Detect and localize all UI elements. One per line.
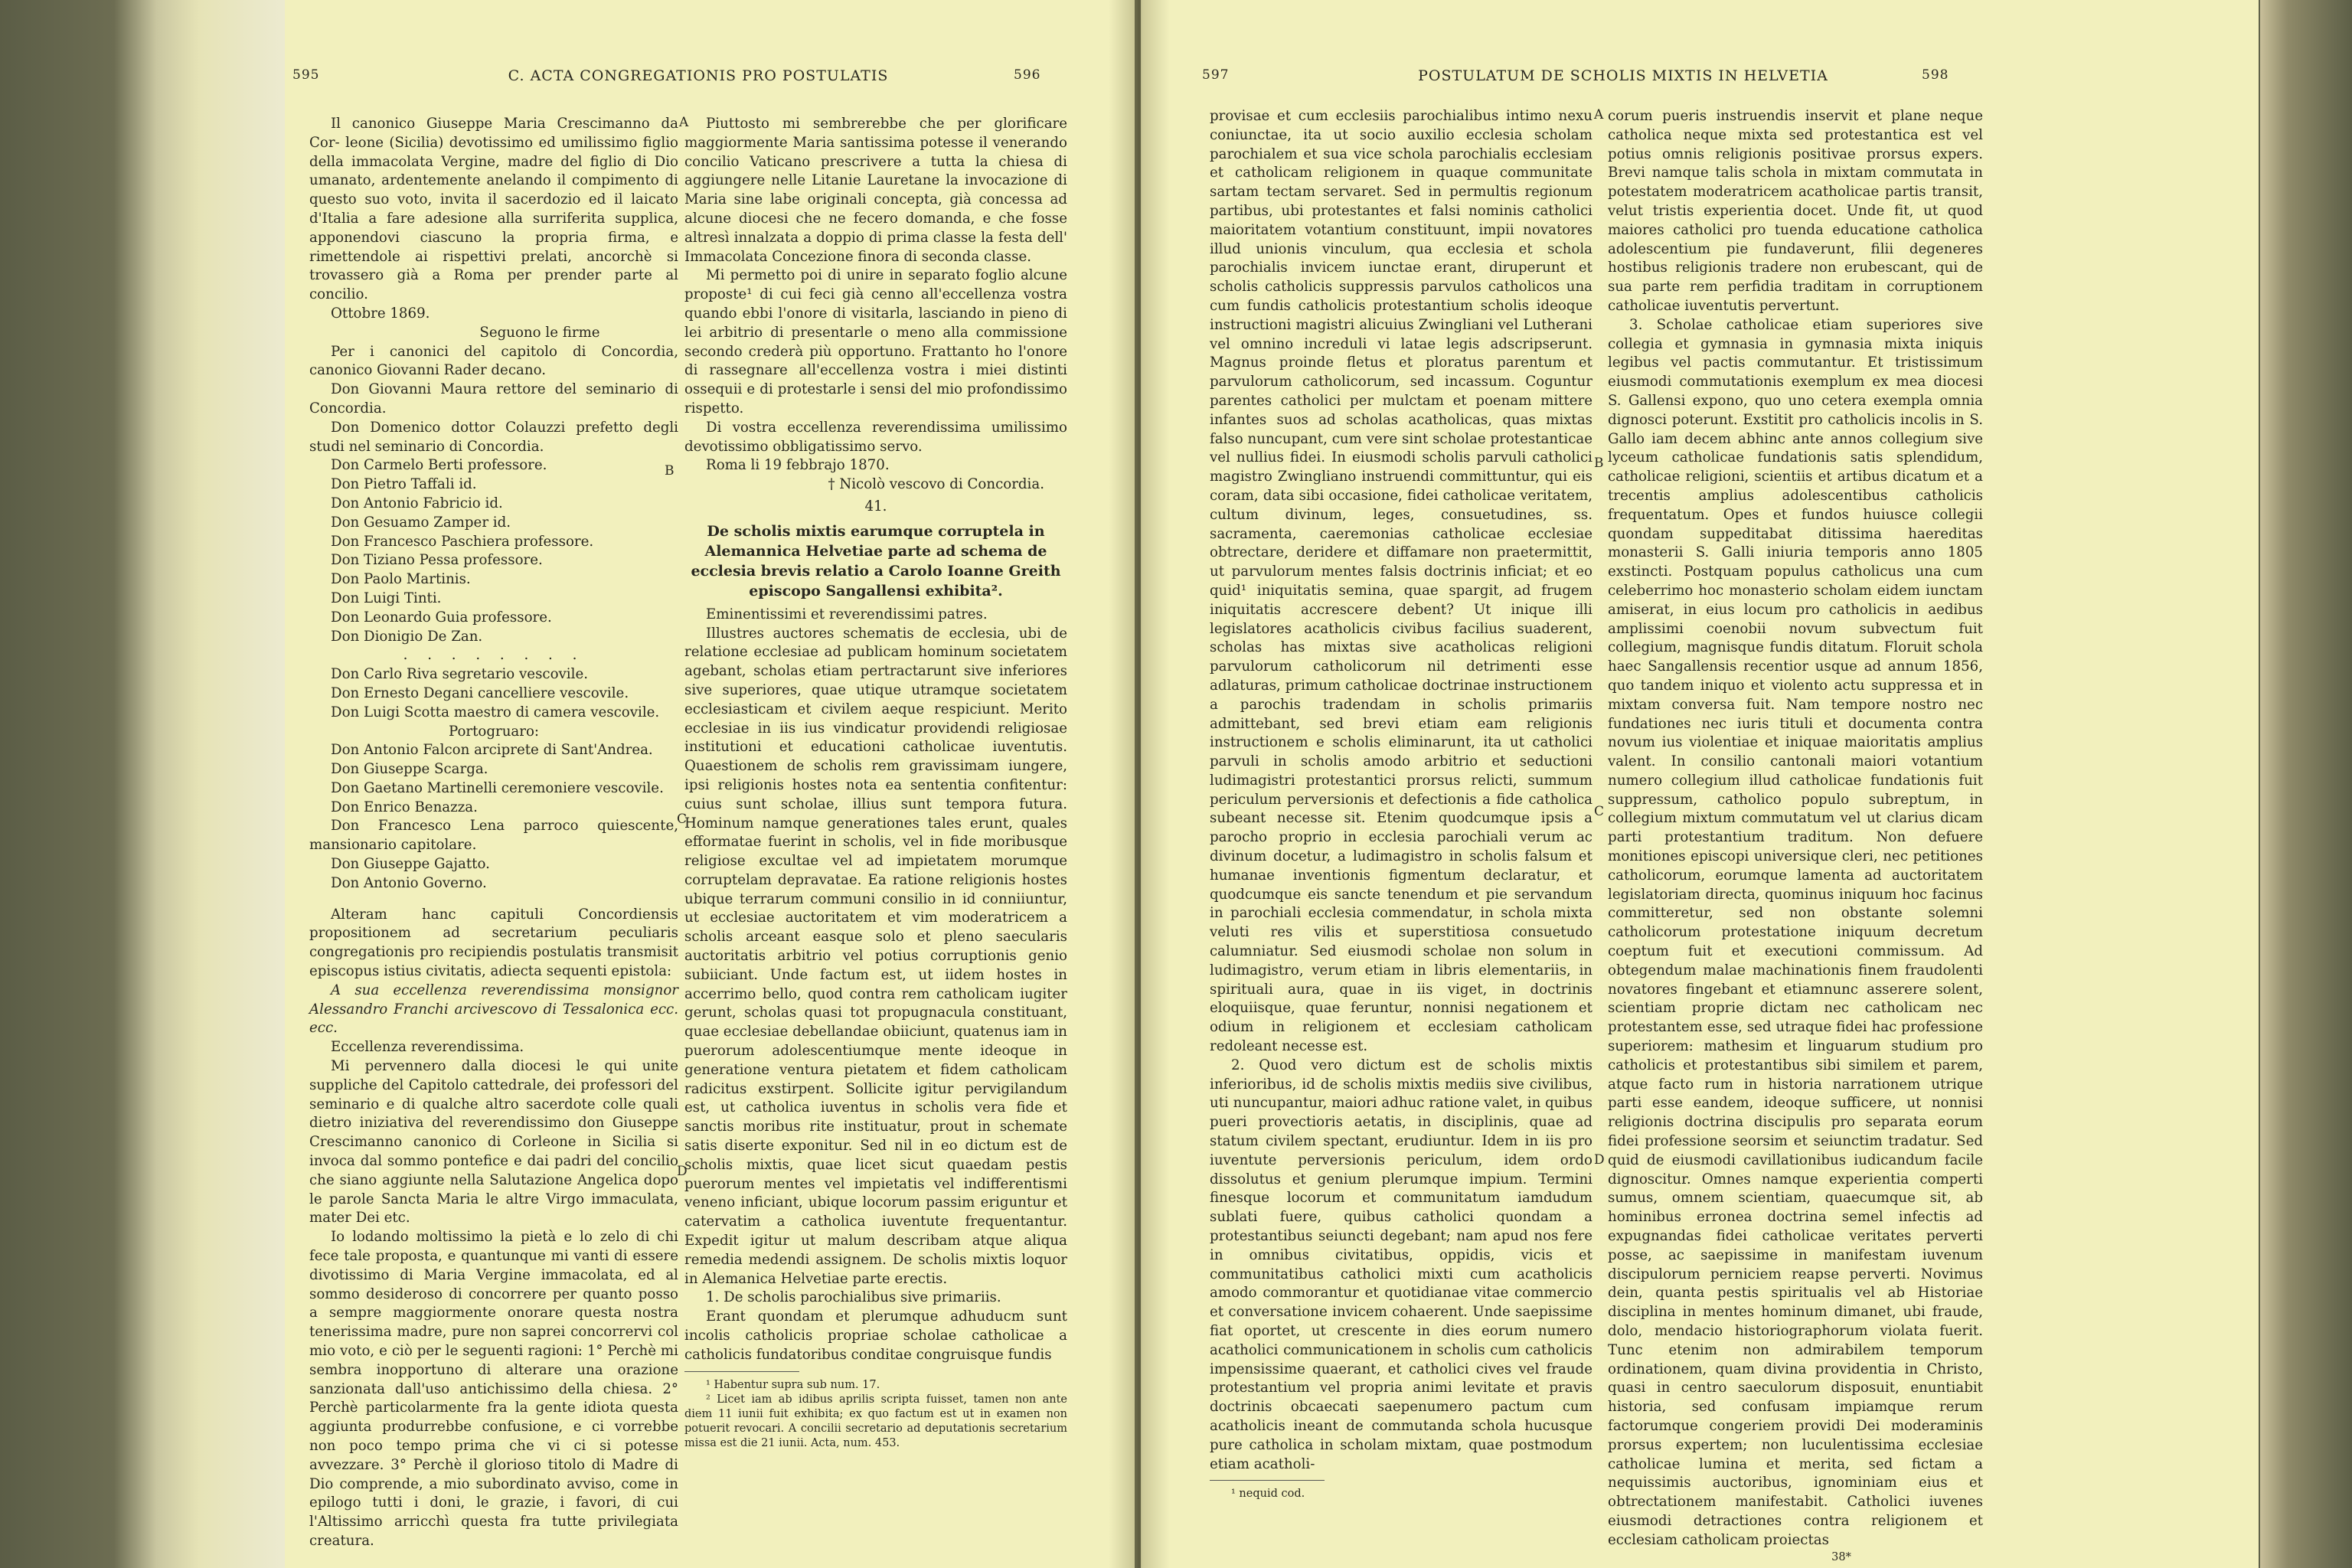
- paragraph: 3. Scholae catholicae etiam superiores sive collegia et gymnasia in gymnasia mixta iniquis legibus vel pactis commutantur. Et tristissimum eiusmodi commutationis exemplum ex mea diocesi S. Gallensi exponο, quo uno cetera exempla omnia dignosci poterunt. Exstitit pro catholicis incolis in S. Gallo iam decem abhinc ante annos collegium sive lyceum catholicae fundationis satis splendidum, catholicae religioni, scientiis et artibus dicatum et a trecentis amplius adolescentibus catholicis frequentatum. Opes et fundos huiusce collegii quondam suppeditabat ditissima haereditas monasterii S. Galli iniuria temporis anno 1805 exstincti. Postquam populus catholicus una cum celeberrimo hoc monasterio scholam eidem iunctam amiserat, in eius locum pro catholicis in aedibus amplissimi coenobii novum subvectum fuit collegium, magnisque fundis ditatum. Floruit schola haec Sangallensis recentior usque ad annum 1856, quo tandem iniquo et violento actu suppressa et in mixtam conversa fuit. Nam tempore nostro nec fundationes nec iuris tituli et documenta contra novum ius violentiae et iniquae maioritatis amplius valent. In consilio cantonali maiori votantium numero collegium illud catholicae fundationis fuit suppressum, catholico populo subreptum, in collegium mixtum commutatum vel ut clarius dicam parti protestantium traditum. Non defuere monitiones episcopi universique cleri, nec petitiones catholicorum, eorumque lamenta ad auctoritatem legislatoriam directa, quominus iniquum hoc facinus committeretur, sed non obstante solemni catholicorum protestatione iniquum decretum coeptum fuit et executioni commissum. Ad obtegendum malae machinationis finem fraudolenti novatores fingebant et etiamnunc asserere solent, scientiam proprie dictam nec catholicam nec protestantem esse, sed utraque fidei hac professione superiorem: mathesim et linguarum studium pro catholicis et protestantibus sibi similem et parem, atque facto rum in historia narrationem utrique parti esse eandem, ideoque sufficere, ut nonnisi religionis doctrina discipulis pro separata eorum fidei professione seorsim et seiunctim tradatur. Sed quid de eiusmodi cavillationibus iudicandum facile dignoscitur. Omnes namque experientia comperti sumus, omnem scientiam, quaecumque sit, ab hominibus erronea doctrina semel infectis ad expugnandas fidei catholicae veritates perverti posse, ac saepissime in manifestam iuvenum discipulorum perniciem reapse perverti. Novimus dein, quanta pestis spiritualis vel ab Historiae disciplina in mentes hominum dimanet, ubi fraude, dolo, mendacio historiographorum violata fuerit. Tunc etenim non admirabilem temporum ordinationem, quam divina providentia in Christo, quasi in centro saeculorum disposuit, enuntiabit historia, sed confusam impiamque rerum factorumque congeriem providi Dei moderaminis prorsus expertem; non luculentissima ecclesiae catholicae lumina et merita, sed fictam a nequissimis auctoribus, ignominiam eius et obtrectationem manifestabit. Catholici iuvenes eiusmodi detractiones contra religionem et ecclesiam catholicam proiectas: [1608, 316, 1983, 1548]
- signature-entry: Don Francesco Lena parroco quiescente, mansionario capitolare.: [309, 818, 678, 854]
- paragraph: Mi permetto poi di unire in separato foglio alcune proposte¹ di cui feci già cenno all'eccellenza vostra quando ebbi l'onore di visitarla, lasciando in pieno di lei arbitrio di presentarle o meno alla commissione secondo crederà più opportuno. Frattanto ho l'onore di rassegnare all'eccellenza vostra i miei distinti ossequii e di protestarle i sensi del mio profondissimo rispetto.: [684, 267, 1067, 416]
- signature-entry: Don Enrico Benazza.: [331, 799, 478, 815]
- signature-line: † Nicolò vescovo di Concordia.: [828, 476, 1044, 493]
- paragraph: Il canonico Giuseppe Maria Crescimanno da Cor- leone (Sicilia) devotissimo ed umilissimo figlio della immacolata Vergine, madre del figlio di Dio umanato, ardentemente anelando il compimento di questo suo voto, invita il sacerdozio ed il laicato d'Italia a fare adesione alla surriferita supplica, apponendovi ciascuno la propria firma, e rimettendole ai rispettivi prelati, ancorchè si trovassero già a Roma per prender parte al concilio.: [309, 116, 678, 303]
- signature-entry: Don Gesuamo Zamper id.: [331, 514, 511, 531]
- subheading: Seguono le firme: [479, 324, 600, 341]
- place-heading: Portogruaro:: [448, 723, 540, 740]
- right-col-1: [1210, 107, 1592, 1501]
- signature-entry: Don Giuseppe Gajatto.: [331, 856, 490, 873]
- signature-entry: Don Pietro Taffali id.: [331, 476, 477, 493]
- signature-entry: Don Tiziano Pessa professore.: [331, 552, 543, 569]
- margin-letter-c: C: [677, 812, 688, 827]
- signature-entry: Don Giovanni Maura rettore del seminario di Concordia.: [309, 381, 678, 416]
- signature-entry: Don Luigi Scotta maestro di camera vescovile.: [331, 704, 660, 720]
- margin-letter-a: A: [1594, 107, 1604, 122]
- signature-entry: Per i canonici del capitolo di Concordia, canonico Giovanni Rader decano.: [309, 343, 678, 379]
- footnote: ² Licet iam ab idibus aprilis scripta fuisset, tamen non ante diem 11 iunii fuit exhibita; ex quo factum est ut in examen non potuerit revocari. A concilii secretario ad deputationis secretarium missa est die 21 iunii. Acta, num. 453.: [684, 1393, 1067, 1449]
- page-number-596: 596: [1014, 67, 1041, 83]
- salutation: Eminentissimi et reverendissimi patres.: [706, 606, 988, 622]
- book-edge-left: [0, 0, 285, 1568]
- signature-entry: Don Carmelo Berti professore.: [331, 457, 547, 474]
- signature-entry: Don Antonio Falcon arciprete di Sant'Andrea.: [331, 742, 653, 759]
- right-col-2: [1608, 107, 1983, 1565]
- paragraph: Di vostra eccellenza reverendissima umilissimo devotissimo obbligatissimo servo.: [684, 419, 1067, 455]
- date-line: Roma li 19 febbrajo 1870.: [706, 457, 890, 474]
- paragraph: Erant quondam et plerumque adhuducm sunt incolis catholicis propriae scholae catholicae a catholicis fundatoribus conditae congruisque fundis: [684, 1308, 1067, 1363]
- footnote-rule: [684, 1371, 799, 1372]
- margin-letter-b: B: [665, 463, 675, 479]
- paragraph: Alteram hanc capituli Concordiensis propositionem ad secretarium peculiaris congregationis pro recipiendis postulatis transmisit episcopus istius civitatis, adiecta sequenti epistola:: [309, 906, 678, 980]
- page-number-595: 595: [292, 67, 320, 83]
- paragraph: 2. Quod vero dictum est de scholis mixtis inferioribus, id de scholis mixtis mediis sive civilibus, uti nuncupantur, maiori adhuc ratione valet, in quibus pueri provectioris aetatis, in disciplinis, quae ad statum civilem spectant, erudiuntur. Idem in iis pro iuventute perversionis periculum, idem ordo dissolutus et genium plerumque impium. Termini finesque locorum et communitatum iamdudum sublati fuere, quibus catholici quondam a protestantibus seiuncti degebant; nam apud nos fere in omnibus civitatibus, oppidis, vicis et communitatibus catholici mixti cum acatholicis amodo commorantur et quotidianae vitae commercio et conversatione invicem cohaerent. Unde saepissime fiat oportet, ut crescente in dies eorum numero acatholici communicationem in scholis cum catholicis impensissime quaerant, et catholici cives vel fraude protestantium vel propria animi levitate et pravis doctrinis obcaecati saepenumero pactum cum acatholicis ineant de commutanda schola hucusque pure catholica in scholam mixtam, quae postmodum etiam acatholi-: [1210, 1057, 1592, 1472]
- ellipsis-divider: . . . . . . . .: [403, 647, 585, 664]
- footnote-rule: [1210, 1480, 1325, 1481]
- signature-entry: Don Antonio Fabricio id.: [331, 495, 503, 511]
- paragraph: corum pueris instruendis inservit et plane neque catholica neque mixta sed protestantica est vel potius omnis religionis positivae prorsus expers. Brevi namque talis schola in mixtam commutata in potestatem moderatricem acatholicae partis transit, velut tristis experientia docet. Unde fit, ut quod maiores catholici pro tuenda educatione catholica adolescentium pie fundaverunt, filii degeneres hostibus religionis tradere non erubescant, qui de sua parte rem perfidia traditam in corruptionem catholicae iuventutis pervertunt.: [1608, 108, 1983, 314]
- margin-letter-b: B: [1594, 456, 1604, 471]
- signature-entry: Don Giuseppe Scarga.: [331, 761, 488, 778]
- signature-entry: Don Ernesto Degani cancelliere vescovile.: [331, 684, 629, 701]
- page-number-598: 598: [1922, 67, 1949, 83]
- signature-mark: 38*: [1831, 1550, 1851, 1563]
- margin-letter-a: A: [679, 115, 689, 130]
- running-title-right: POSTULATUM DE SCHOLIS MIXTIS IN HELVETIA: [1418, 67, 1828, 84]
- paragraph: Illustres auctores schematis de ecclesia, ubi de relatione ecclesiae ad publicam hominum societatem agebant, scholas etiam pertractarunt sive inferiores sive superiores, quae utique utramque societatem ecclesiasticam et civilem aeque respiciunt. Merito ecclesiae in iis ius vindicatur providendi religiosae institutioni et educationi catholicae iuventutis. Quaestionem de scholis rem gravissimam iungere, ipsi religionis hostes nota ea sententia confitentur: cuius sunt scholae, illius sunt tempora futura. Hominum namque generationes tales erunt, quales efformatae fuerint in scholis, vel in fide moribusque religiose excultae vel ad impietatem morumque corruptelam depravatae. Ea ratione religionis hostes ubique terrarum communi consilio in id conniiuntur, ut ecclesiae auctoritatem et vim moderatricem a scholis arceant easque solo et pleno saecularis auctoritatis arbitrio vel potius corruptionis genio subiiciant. Unde factum est, ut iidem hostes in accerrimo bello, quod contra rem catholicam iugiter gerunt, scholas quasi tot propugnacula constituant, quae ecclesiae debellandae obiiciunt, quatenus iam in puerorum adolescentiumque mente ideoque in generatione ventura pietatem et fidem catholicam radicitus exstirpent. Sollicite igitur pervigilandum est, ut catholica iuventus in scholis vera fide et sanctis moribus rite instituatur, prout in schemate satis diserte exponitur. Sed nil in eo dictum est de scholis mixtis, quae licet sicut quaedam pestis puerorum mentes vel impietatis vel indifferentismi veneno inficiant, ubique locorum passim eriguntur et catervatim a catholica iuventute frequentantur. Expedit igitur ut malum describam atque aliqua remedia medendi assignem. De scholis mixtis loquor in Alemanica Helvetiae parte erectis.: [684, 625, 1067, 1287]
- margin-letter-d: D: [677, 1164, 688, 1179]
- right-page: [1141, 0, 2259, 1568]
- signature-entry: Don Domenico dottor Colauzzi prefetto degli studi nel seminario di Concordia.: [309, 419, 678, 455]
- signature-entry: Don Paolo Martinis.: [331, 571, 471, 588]
- page-number-597: 597: [1202, 67, 1230, 83]
- paragraph: Io lodando moltissimo la pietà e lo zelo di chi fece tale proposta, e quantunque mi vanti di essere divotissimo di Maria Vergine immacolata, ed al sommo desideroso di concorrere per quanto posso a sempre maggiormente onorare questa nostra tenerissima madre, pure non saprei concorrervi col mio voto, e ciò per le seguenti ragioni: 1° Perchè mi sembra inopportuno di alterare una orazione sanzionata dall'uso antichissimo della chiesa. 2° Perchè particolarmente fra la gente idiota questa aggiunta produrrebbe confusione, e ci vorrebbe non poco tempo prima che vi ci si potesse avvezzare. 3° Perchè il glorioso titolo di Madre di Dio comprende, a mio subordinato avviso, come in epilogo tutti i doni, le grazie, i favori, di cui l'Altissimo arricchì questa fra tutte privilegiata creatura.: [309, 1229, 678, 1549]
- left-col-2: [684, 115, 1067, 1451]
- signature-entry: Don Francesco Paschiera professore.: [331, 533, 594, 550]
- footnote: ¹ Habentur supra sub num. 17.: [706, 1378, 880, 1391]
- signature-entry: Don Carlo Riva segretario vescovile.: [331, 666, 588, 683]
- left-col-1: [309, 115, 678, 1551]
- signature-entry: Don Gaetano Martinelli ceremoniere vescovile.: [331, 779, 664, 796]
- address-line: A sua eccellenza reverendissima monsignor Alessandro Franchi arcivescovo di Tessalonica ecc. ecc.: [309, 982, 678, 1037]
- section-number: 41.: [864, 498, 887, 514]
- date-line: Ottobre 1869.: [331, 305, 430, 322]
- paragraph: Mi pervennero dalla diocesi le qui unite suppliche del Capitolo cattedrale, dei professori del seminario e di qualche altro sacerdote colle quali dietro iniziativa del reverendissimo don Giuseppe Crescimanno canonico di Corleone in Sicilia si invoca dal sommo pontefice e dai padri del concilio che siano aggiunte nella Salutazione Angelica dopo le parole Sancta Maria le altre Virgo immaculata, mater Dei etc.: [309, 1058, 678, 1227]
- margin-letter-d: D: [1594, 1152, 1605, 1168]
- running-title-left: C. ACTA CONGREGATIONIS PRO POSTULATIS: [508, 67, 889, 84]
- signature-entry: Don Luigi Tinti.: [331, 590, 442, 606]
- footnote: ¹ nequid cod.: [1231, 1488, 1305, 1501]
- margin-letter-c: C: [1594, 804, 1605, 819]
- book-spine: [1109, 0, 1170, 1568]
- left-page: [285, 0, 1135, 1568]
- signature-entry: Don Antonio Governo.: [331, 874, 487, 891]
- book-edge-right: [2260, 0, 2352, 1568]
- subsection-heading: 1. De scholis parochialibus sive primariis.: [706, 1289, 1001, 1306]
- paragraph: provisae et cum ecclesiis parochialibus intimo nexu coniunctae, ita ut socio auxilio ecclesia scholam parochialem et sua vice schola parochialis ecclesiam et catholicam religionem in quaque communitate sartam tectam servaret. Sed in permultis regionum partibus, ubi protestantes et falsi nominis catholici maioritatem votantium constituunt, impii novatores illud unionis vinculum, qua ecclesia et schola parochialis invicem iunctae erant, diruperunt et scholis catholicis suppressis parvulos catholicos una cum fundis catholicis protestantium scholis ideoque instructioni magistri alicuius Zwingliani vel Lutherani vel omnino increduli vi latae legis adscripserunt. Magnus proinde fletus et ploratus parentum et parvulorum catholicorum, sed incassum. Coguntur parentes catholici per mulctam et poenam mittere infantes suos ad scholas acatholicas, quas mixtas falso nuncupant, cum vere sint scholae protestanticae vel nullius fidei. In eiusmodi scholis parvuli catholici magistro Zwingliano instruendi committuntur, qui eis coram, data sibi occasione, fidei catholicae veritatem, cultum divinum, leges, consuetudines, ss. sacramenta, caeremonias catholicae ecclesiae obtrectare, deridere et diffamare non praetermittit, ut parvulorum mentes falsis doctrinis inficiat; et eo quid¹ iniquitatis semina, quae spargit, ad frugem iniquitatis accrescere debent? Ut inique illi legislatores acatholicis civibus facilius suaderent, scholas has mixtas sive acatholicas religioni parvulorum catholicorum nil detrimenti esse adlaturas, primum catholicae doctrinae instructionem a parochis tradendam in scholis primariis admittebant, sed brevi etiam eam religionis instructionem e scholis eliminarunt, ita ut catholici parvuli in scholis amodo arbitrio et seductioni ludimagistri protestantici prorsus relicti, summum periculum perversionis et defectionis a fide catholica subeant necesse sit. Etenim quodcumque ipsis a parocho proprio in ecclesia parochiali verum ac divinum docetur, a ludimagistro in scholis falsum et humanae inventionis figmentum declaratur, et quodcumque eis sancte tenendum et pie servandum in parochiali ecclesia commendatur, in schola mixta veluti res vilis et superstitiosa consuetudo calumniatur. Sed eiusmodi scholae non solum in ludimagistro, verum etiam in libris elementariis, in spirituali aura, quae in iis viget, in doctrinis eloquiisque, quae feruntur, nonnisi negationem et odium in religionem et ecclesiam catholicam redoleant necesse est.: [1210, 108, 1592, 1055]
- salutation: Eccellenza reverendissima.: [331, 1039, 524, 1056]
- signature-entry: Don Leonardo Guia professore.: [331, 609, 552, 626]
- section-title: De scholis mixtis earumque corruptela in Alemannica Helvetiae parte ad schema de ecclesia brevis relatio a Carolo Ioanne Greith episcopo Sangallensi exhibita².: [691, 522, 1061, 599]
- signature-entry: Don Dionigio De Zan.: [331, 628, 483, 645]
- paragraph: Piuttosto mi sembrerebbe che per glorificare maggiormente Maria santissima potesse il venerando concilio Vaticano prescrivere a tutta la chiesa di aggiungere nelle Litanie Lauretane la invocazione di Maria sine labe originali concepta, già concessa ad alcune diocesi che ne fecero domanda, e che fosse altresì innalzata a doppio di prima classe la festa dell' Immacolata Concezione finora di seconda classe.: [684, 116, 1067, 265]
